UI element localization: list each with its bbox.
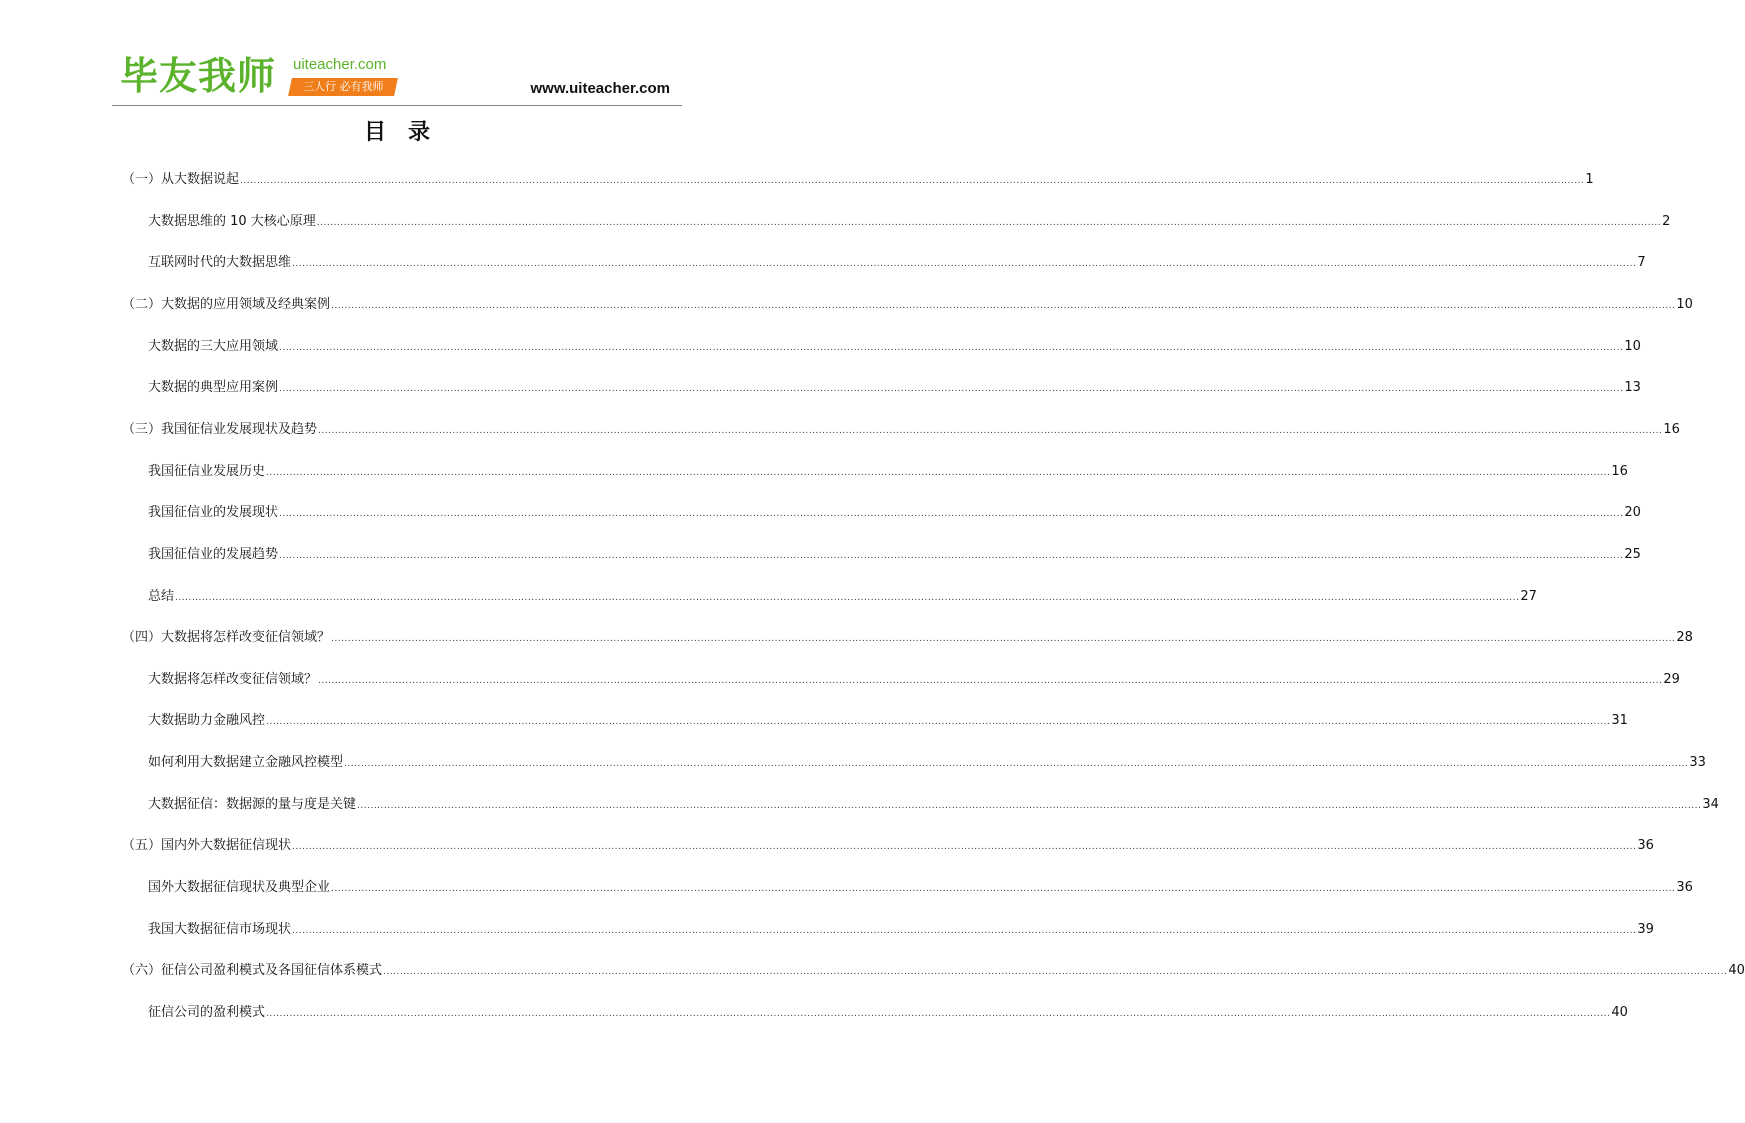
toc-dot-leader: ................................................................................................................................................................................................................................................................................................................................................................................................................ xyxy=(292,926,1637,936)
toc-entry-text: 征信公司的盈利模式 xyxy=(148,1005,266,1020)
toc-entry-text: 如何利用大数据建立金融风控模型 xyxy=(148,755,344,770)
toc-entry[interactable] xyxy=(122,961,1745,981)
toc-dot-leader: ................................................................................................................................................................................................................................................................................................................................................................................................................ xyxy=(344,759,1689,769)
logo-slogan-text: 三人行 必有我师 xyxy=(302,80,384,93)
logo-text: 毕友我师 xyxy=(120,54,277,98)
toc-entry[interactable] xyxy=(148,212,1671,232)
toc-entry-text: 互联网时代的大数据思维 xyxy=(148,255,292,270)
toc-page-number: 7 xyxy=(1637,255,1646,270)
toc-page-number: 16 xyxy=(1663,422,1680,437)
toc-entry-text: 我国征信业的发展趋势 xyxy=(148,547,279,562)
toc-entry-text: 我国征信业的发展现状 xyxy=(148,505,279,520)
logo-domain: uiteacher.com xyxy=(293,56,387,73)
toc-dot-leader: ................................................................................................................................................................................................................................................................................................................................................................................................................ xyxy=(331,634,1676,644)
toc-entry[interactable] xyxy=(148,253,1646,273)
toc-entry[interactable] xyxy=(148,587,1537,607)
toc-dot-leader: ................................................................................................................................................................................................................................................................................................................................................................................................................ xyxy=(318,426,1663,436)
toc-dot-leader: ................................................................................................................................................................................................................................................................................................................................................................................................................ xyxy=(331,884,1676,894)
toc-entry[interactable] xyxy=(148,503,1641,523)
toc-entry[interactable] xyxy=(122,628,1693,648)
toc-entry[interactable] xyxy=(148,795,1719,815)
toc-page-number: 31 xyxy=(1611,713,1628,728)
toc-page-number: 36 xyxy=(1676,880,1693,895)
toc-entry[interactable] xyxy=(148,920,1654,940)
toc-page-number: 33 xyxy=(1689,755,1706,770)
toc-entry-text: 我国征信业发展历史 xyxy=(148,464,266,479)
toc-entry[interactable] xyxy=(148,878,1693,898)
toc-dot-leader: ................................................................................................................................................................................................................................................................................................................................................................................................................ xyxy=(279,551,1624,561)
site-url: www.uiteacher.com xyxy=(530,80,670,97)
toc-entry-text: （四）大数据将怎样改变征信领域？ xyxy=(122,630,331,645)
toc-entry[interactable] xyxy=(148,337,1641,357)
toc-entry[interactable] xyxy=(148,462,1628,482)
toc-dot-leader: ................................................................................................................................................................................................................................................................................................................................................................................................................ xyxy=(383,967,1728,977)
toc-page-number: 10 xyxy=(1624,339,1641,354)
toc-entry[interactable] xyxy=(148,1003,1628,1023)
toc-entry[interactable] xyxy=(122,295,1693,315)
toc-dot-leader: ................................................................................................................................................................................................................................................................................................................................................................................................................ xyxy=(292,259,1637,269)
toc-entry[interactable] xyxy=(148,753,1706,773)
toc-entry[interactable] xyxy=(148,670,1680,690)
toc-page-number: 20 xyxy=(1624,505,1641,520)
toc-entry-text: （五）国内外大数据征信现状 xyxy=(122,838,292,853)
toc-entry[interactable] xyxy=(122,836,1654,856)
toc-page-number: 13 xyxy=(1624,380,1641,395)
toc-entry-text: 国外大数据征信现状及典型企业 xyxy=(148,880,331,895)
toc-entry-text: 我国大数据征信市场现状 xyxy=(148,922,292,937)
toc-entry-text: 大数据的三大应用领域 xyxy=(148,339,279,354)
toc-dot-leader: ................................................................................................................................................................................................................................................................................................................................................................................................................ xyxy=(357,801,1702,811)
toc-page-number: 40 xyxy=(1728,963,1745,978)
toc-entry-text: 大数据将怎样改变征信领域？ xyxy=(148,672,318,687)
toc-page-number: 39 xyxy=(1637,922,1654,937)
toc-entry-text: （一）从大数据说起 xyxy=(122,172,240,187)
toc-page-number: 36 xyxy=(1637,838,1654,853)
toc-dot-leader: ................................................................................................................................................................................................................................................................................................................................................................................................................ xyxy=(292,842,1637,852)
toc-entry-text: （六）征信公司盈利模式及各国征信体系模式 xyxy=(122,963,383,978)
toc-page-number: 10 xyxy=(1676,297,1693,312)
toc-page-number: 27 xyxy=(1520,589,1537,604)
toc-entry[interactable] xyxy=(148,711,1628,731)
toc-dot-leader: ................................................................................................................................................................................................................................................................................................................................................................................................................ xyxy=(331,301,1676,311)
toc-page-number: 25 xyxy=(1624,547,1641,562)
toc-entry[interactable] xyxy=(148,545,1641,565)
toc-entry[interactable] xyxy=(122,420,1680,440)
toc-page-number: 40 xyxy=(1611,1005,1628,1020)
toc-entry-text: 大数据征信：数据源的量与度是关键 xyxy=(148,797,357,812)
toc-dot-leader: ................................................................................................................................................................................................................................................................................................................................................................................................................ xyxy=(175,593,1520,603)
toc-dot-leader: ................................................................................................................................................................................................................................................................................................................................................................................................................ xyxy=(316,218,1662,228)
toc-page-number: 2 xyxy=(1662,214,1671,229)
toc-entry-text: 大数据思维的 10 大核心原理 xyxy=(148,214,316,229)
toc-page-number: 29 xyxy=(1663,672,1680,687)
toc-title: 目录 xyxy=(363,120,452,145)
toc-dot-leader: ................................................................................................................................................................................................................................................................................................................................................................................................................ xyxy=(240,176,1585,186)
toc-entry-text: 大数据的典型应用案例 xyxy=(148,380,279,395)
toc-dot-leader: ................................................................................................................................................................................................................................................................................................................................................................................................................ xyxy=(266,1009,1611,1019)
toc-dot-leader: ................................................................................................................................................................................................................................................................................................................................................................................................................ xyxy=(266,468,1611,478)
toc-entry-text: 总结 xyxy=(148,589,175,604)
toc-dot-leader: ................................................................................................................................................................................................................................................................................................................................................................................................................ xyxy=(279,343,1624,353)
toc-entry-text: 大数据助力金融风控 xyxy=(148,713,266,728)
toc-dot-leader: ................................................................................................................................................................................................................................................................................................................................................................................................................ xyxy=(318,676,1663,686)
toc-dot-leader: ................................................................................................................................................................................................................................................................................................................................................................................................................ xyxy=(279,509,1624,519)
toc-entry[interactable] xyxy=(122,170,1594,190)
toc-entry-text: （三）我国征信业发展现状及趋势 xyxy=(122,422,318,437)
toc-page-number: 28 xyxy=(1676,630,1693,645)
toc-page-number: 16 xyxy=(1611,464,1628,479)
toc-dot-leader: ................................................................................................................................................................................................................................................................................................................................................................................................................ xyxy=(279,384,1624,394)
toc-entry-text: （二）大数据的应用领域及经典案例 xyxy=(122,297,331,312)
toc-page-number: 1 xyxy=(1585,172,1594,187)
toc-page-number: 34 xyxy=(1702,797,1719,812)
toc-entry[interactable] xyxy=(148,378,1641,398)
toc-dot-leader: ................................................................................................................................................................................................................................................................................................................................................................................................................ xyxy=(266,717,1611,727)
